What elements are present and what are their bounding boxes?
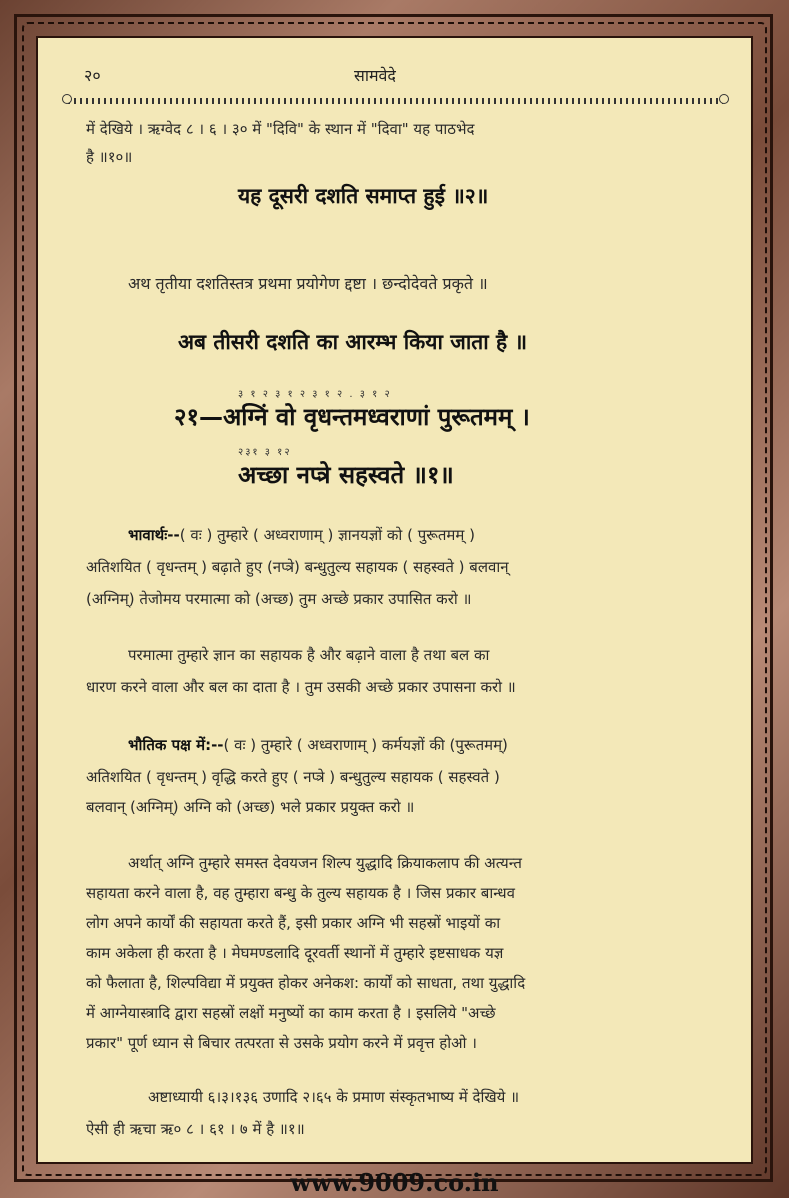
bhautik-label: भौतिक पक्ष में:-- <box>128 736 224 754</box>
bhautik-line-2: अतिशयित ( वृधन्तम् ) वृद्धि करते हुए ( नप्त्रे ) बन्धुतुल्य सहायक ( सहस्वते ) <box>86 768 500 786</box>
para2-line-7: प्रकार" पूर्ण ध्यान से बिचार तत्परता से उसके प्रयोग करने में प्रवृत्त होओ । <box>86 1034 477 1052</box>
para1-line-1: परमात्मा तुम्हारे ज्ञान का सहायक है और बढ़ाने वाला है तथा बल का <box>128 646 490 664</box>
para2-line-1: अर्थात् अग्नि तुम्हारे समस्त देवयजन शिल्प युद्धादि क्रियाकलाप की अत्यन्त <box>128 854 522 872</box>
page-title: सामवेदे <box>354 66 396 85</box>
reference-line-1: अष्टाध्यायी ६।३।१३६ उणादि २।६५ के प्रमाण संस्कृतभाष्य में देखिये ॥ <box>148 1088 520 1106</box>
para2-line-5: को फैलाता है, शिल्पविद्या में प्रयुक्त होकर अनेकश: कार्यों को साधता, तथा युद्धादि <box>86 974 526 992</box>
page-number: २० <box>84 66 101 85</box>
para2-line-6: में आग्नेयास्त्रादि द्वारा सहस्रों लक्षों मनुष्यों का काम करता है । इसलिये "अच्छे <box>86 1004 496 1022</box>
verse-accents-1: ३ १ २ ३ १ २ ३ १ २ . ३ १ २ <box>238 389 392 400</box>
sanskrit-intro: अथ तृतीया दशतिस्तत्र प्रथमा प्रयोगेण द्दष्टा । छन्दोदेवते प्रकृते ॥ <box>128 274 488 293</box>
bhautik-line-3: बलवान् (अग्निम्) अग्नि को (अच्छ) भले प्रकार प्रयुक्त करो ॥ <box>86 798 415 816</box>
book-page <box>36 36 753 1164</box>
verse-accents-2: २३१ ३ १२ <box>238 447 292 458</box>
bhautik-line-1 <box>128 732 508 759</box>
para1-line-2: धारण करने वाला और बल का दाता है । तुम उसकी अच्छे प्रकार उपासना करो ॥ <box>86 678 516 696</box>
para2-line-2: सहायता करने वाला है, वह तुम्हारा बन्धु के तुल्य सहायक है । जिस प्रकार बान्धव <box>86 884 515 902</box>
verse-line-2: अच्छा नप्त्रे सहस्वते ॥१॥ <box>238 461 454 489</box>
intro-line-2: है ॥१०॥ <box>86 148 133 166</box>
dashati-end-heading: यह दूसरी दशति समाप्त हुई ॥२॥ <box>238 184 489 208</box>
bhautik-text-1: ( वः ) तुम्हारे ( अध्वराणाम् ) कर्मयज्ञों की (पुरूतमम्) <box>223 736 508 754</box>
bhavarth-line-2: अतिशयित ( वृधन्तम् ) बढ़ाते हुए (नप्त्रे) बन्धुतुल्य सहायक ( सहस्वते ) बलवान् <box>86 558 509 576</box>
page-header <box>84 60 704 92</box>
para2-line-3: लोग अपने कार्यों की सहायता करते हैं, इसी प्रकार अग्नि भी सहस्रों भाइयों का <box>86 914 501 932</box>
bhavarth-text-1: ( वः ) तुम्हारे ( अध्वराणाम् ) ज्ञानयज्ञों को ( पुरूतमम् ) <box>179 526 475 544</box>
reference-line-2: ऐसी ही ऋचा ऋ० ८ । ६१ । ७ में है ॥१॥ <box>86 1120 305 1138</box>
verse-line-1: २१—अग्निं वो वृधन्तमध्वराणां पुरूतमम् । <box>174 403 530 431</box>
ornamental-rule <box>68 98 723 104</box>
dashati-start-heading: अब तीसरी दशति का आरम्भ किया जाता है ॥ <box>178 330 528 354</box>
para2-line-4: काम अकेला ही करता है । मेघमण्डलादि दूरवर्ती स्थानों में तुम्हारे इष्टसाधक यज्ञ <box>86 944 504 962</box>
bhavarth-label: भावार्थः-- <box>128 526 180 544</box>
bhavarth-line-1 <box>128 522 475 549</box>
site-watermark: www.9009.co.in <box>290 1168 499 1197</box>
bhavarth-line-3: (अग्निम्) तेजोमय परमात्मा को (अच्छ) तुम अच्छे प्रकार उपासित करो ॥ <box>86 590 472 608</box>
intro-line-1: में देखिये । ऋग्वेद ८ । ६ । ३० में "दिवि" के स्थान में "दिवा" यह पाठभेद <box>86 120 475 138</box>
